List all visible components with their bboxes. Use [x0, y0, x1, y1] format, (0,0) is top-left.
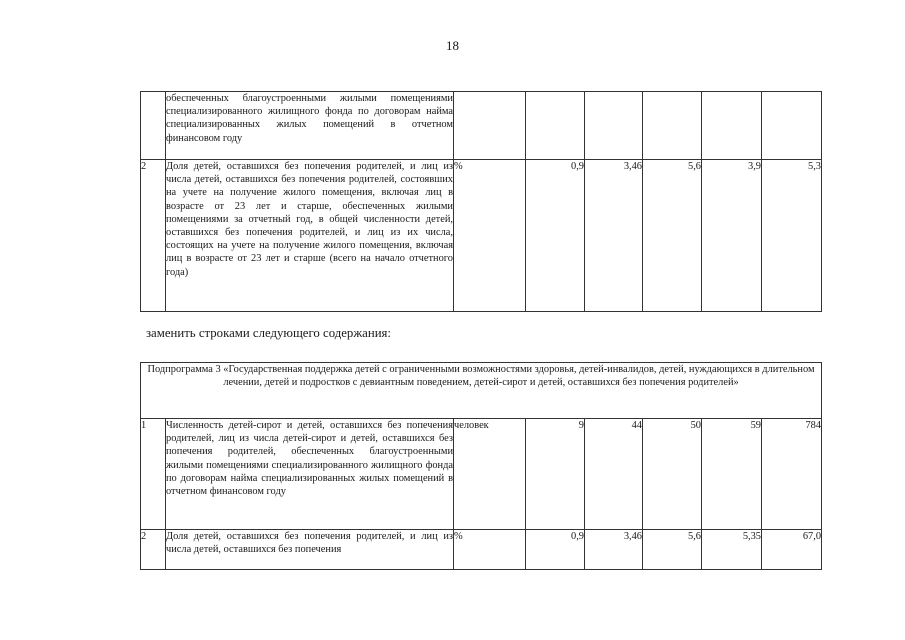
row-number: 2 — [141, 530, 166, 570]
page-number: 18 — [446, 38, 459, 53]
value-cell — [526, 92, 585, 160]
value-cell: 67,0 — [762, 530, 822, 570]
row-number: 1 — [141, 419, 166, 530]
value-cell: 5,6 — [643, 530, 702, 570]
value-cell — [643, 92, 702, 160]
unit-cell: % — [454, 530, 526, 570]
value-cell: 5,3 — [762, 160, 822, 312]
indicator-name: Доля детей, оставшихся без попечения родителей, и лиц из числа детей, оставшихся без попечения — [166, 530, 454, 570]
value-cell: 9 — [526, 419, 585, 530]
replace-instruction: заменить строками следующего содержания: — [146, 326, 391, 340]
value-cell: 44 — [585, 419, 643, 530]
subprogram-header: Подпрограмма 3 «Государственная поддержка детей с ограниченными возможностями здоровья, детей-инвалидов, детей, нуждающихся в длительном лечении, детей и подростков с девиантным поведением, детей-сирот и детей, оставшихся без попечения родителей» — [141, 363, 822, 419]
subprogram-header-row — [141, 363, 822, 419]
value-cell: 5,6 — [643, 160, 702, 312]
indicator-name: обеспеченных благоустроенными жилыми помещениями специализированного жилищного фонда по договорам найма специализированных жилых помещений в отчетном финансовом году — [166, 92, 454, 160]
table-row — [141, 419, 822, 530]
unit-cell — [454, 92, 526, 160]
value-cell: 3,46 — [585, 530, 643, 570]
indicators-table-continued — [140, 91, 822, 312]
value-cell: 3,46 — [585, 160, 643, 312]
value-cell — [762, 92, 822, 160]
row-number: 2 — [141, 160, 166, 312]
value-cell — [702, 92, 762, 160]
indicators-table-replacement — [140, 362, 822, 570]
indicator-name: Доля детей, оставшихся без попечения родителей, и лиц из числа детей, оставшихся без попечения родителей, состоявших на учете на получение жилого помещения, включая лиц в возрасте от 23 лет и старше, обеспеченных жилыми помещениями за отчетный год, в общей численности детей, оставшихся без попечения родителей, и лиц из их числа, состоящих на учете на получение жилого помещения, включая лиц в возрасте от 23 лет и старше (всего на начало отчетного года) — [166, 160, 454, 312]
table-row — [141, 160, 822, 312]
value-cell: 0,9 — [526, 160, 585, 312]
value-cell: 5,35 — [702, 530, 762, 570]
value-cell: 50 — [643, 419, 702, 530]
value-cell: 59 — [702, 419, 762, 530]
value-cell — [585, 92, 643, 160]
value-cell: 784 — [762, 419, 822, 530]
table-row — [141, 92, 822, 160]
unit-cell: % — [454, 160, 526, 312]
value-cell: 0,9 — [526, 530, 585, 570]
value-cell: 3,9 — [702, 160, 762, 312]
indicator-name: Численность детей-сирот и детей, оставшихся без попечения родителей, лиц из числа детей-сирот и детей, оставшихся без попечения родителей, обеспеченных благоустроенными жилыми помещениями специализированного жилищного фонда по договорам найма специализированных жилых помещений в отчетном финансовом году — [166, 419, 454, 530]
table-row — [141, 530, 822, 570]
row-number — [141, 92, 166, 160]
unit-cell: человек — [454, 419, 526, 530]
